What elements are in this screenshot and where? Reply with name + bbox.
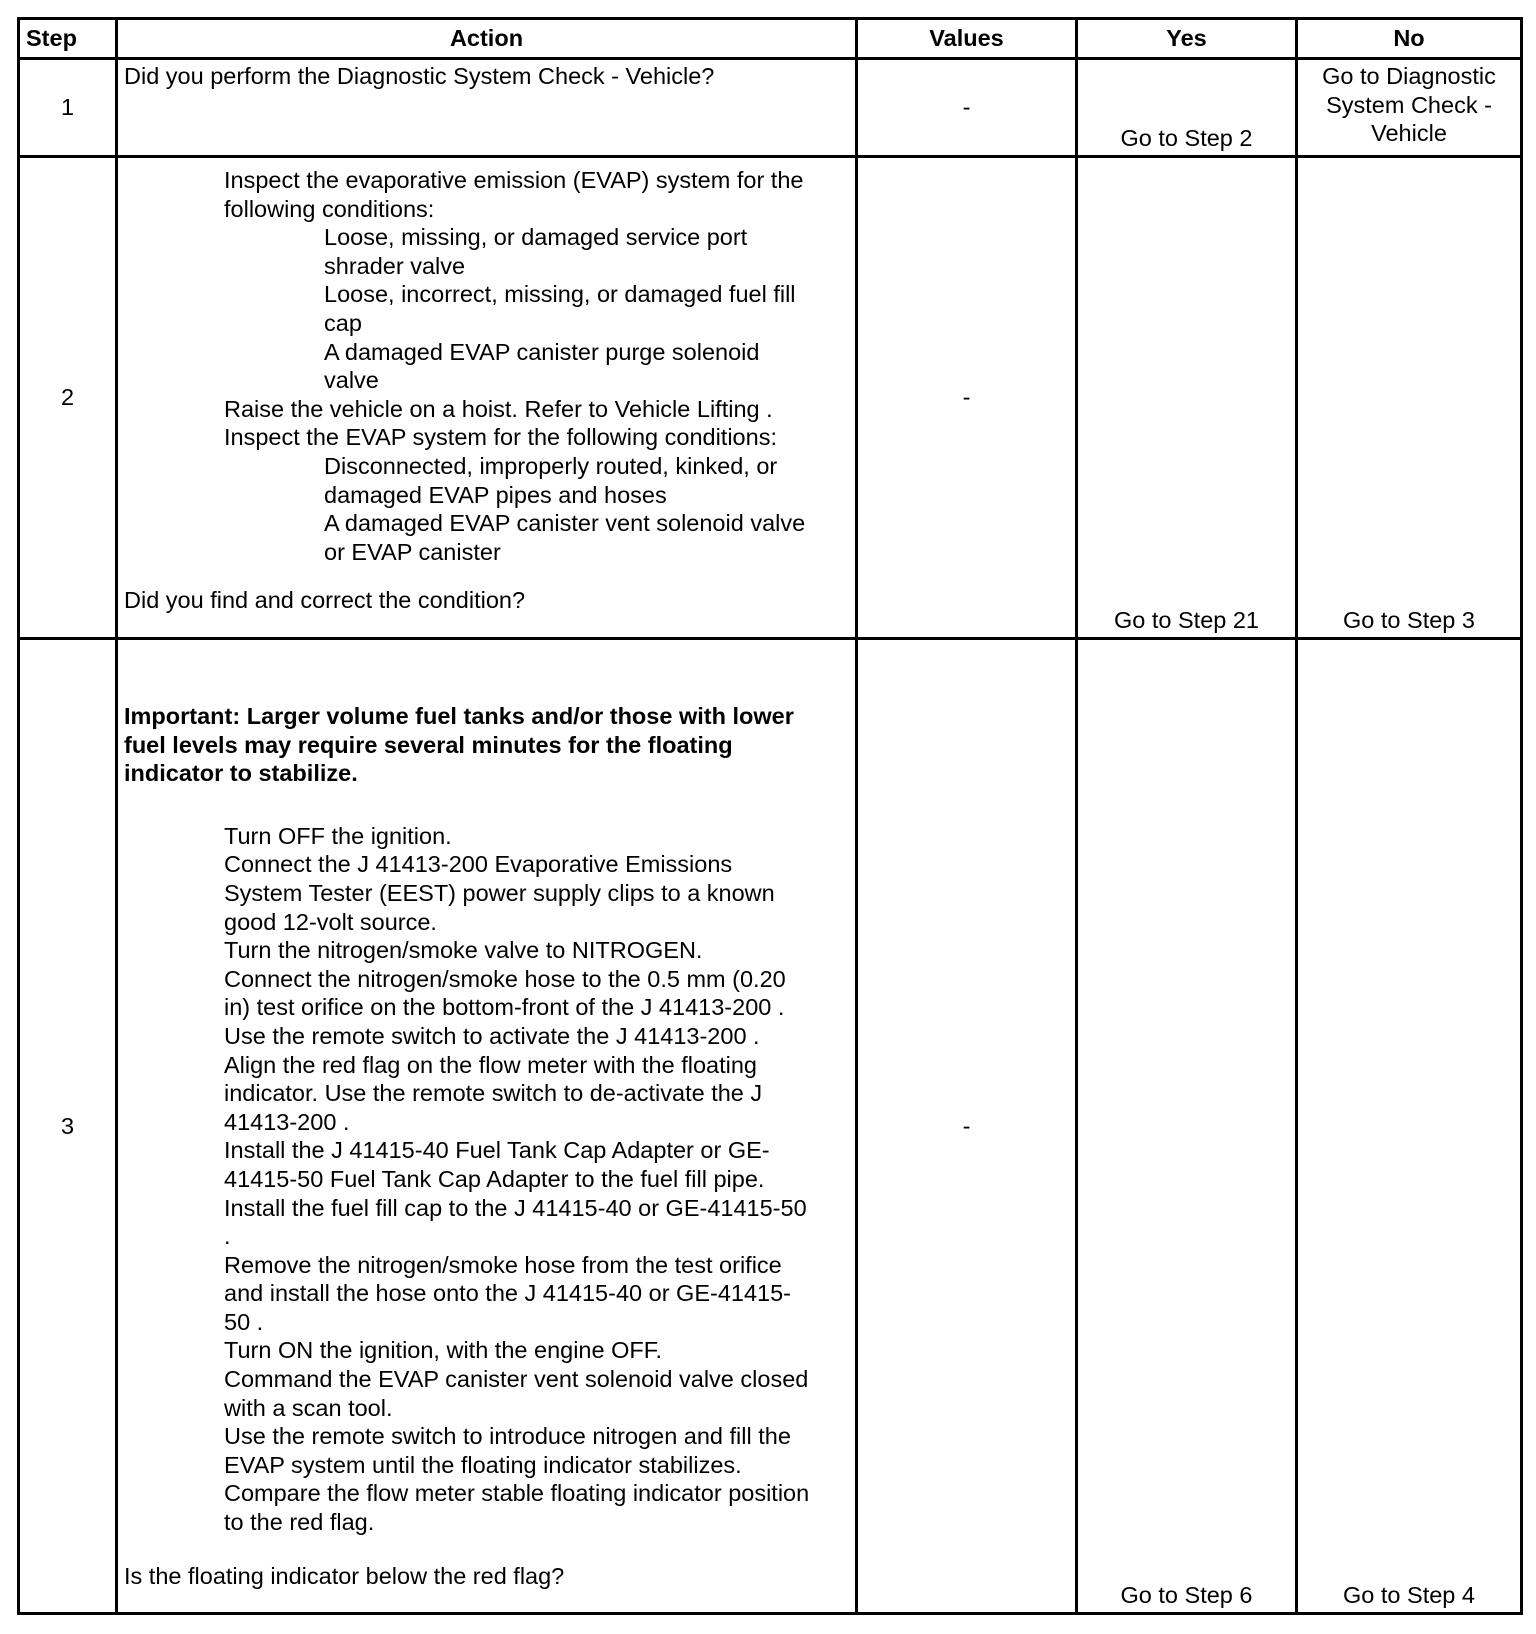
action-line: . — [224, 1223, 231, 1250]
action-line: following conditions: — [224, 195, 435, 222]
value-cell: - — [857, 157, 1077, 639]
step-number: 3 — [19, 639, 117, 1614]
no-line: Go to Diagnostic — [1322, 63, 1496, 89]
important-note — [124, 702, 847, 788]
action-line: A damaged EVAP canister vent solenoid valve — [324, 510, 806, 537]
header-yes: Yes — [1077, 19, 1297, 59]
action-line: Command the EVAP canister vent solenoid valve closed — [224, 1366, 809, 1393]
action-line: System Tester (EEST) power supply clips to a known — [224, 879, 775, 906]
action-question: Did you perform the Diagnostic System Check - Vehicle? — [124, 63, 715, 89]
action-line: Inspect the evaporative emission (EVAP) system for the — [224, 167, 804, 193]
action-line: 41415-50 Fuel Tank Cap Adapter to the fuel fill pipe. — [224, 1165, 765, 1192]
action-line: 50 . — [224, 1308, 264, 1335]
action-line: Connect the nitrogen/smoke hose to the 0.5 mm (0.20 — [224, 965, 786, 992]
action-line: shrader valve — [324, 252, 466, 279]
action-lines — [124, 166, 847, 586]
header-action: Action — [117, 19, 857, 59]
action-line: Turn OFF the ignition. — [224, 822, 452, 849]
action-question: Did you find and correct the condition? — [124, 587, 526, 613]
action-cell — [117, 639, 857, 1614]
important-line: indicator to stabilize. — [124, 760, 358, 787]
action-line: to the red flag. — [224, 1509, 375, 1536]
action-line: Turn ON the ignition, with the engine OFF. — [224, 1337, 663, 1364]
no-cell: Go to Step 4 — [1297, 639, 1522, 1614]
action-line: Compare the flow meter stable floating indicator position — [224, 1480, 810, 1507]
action-line: Use the remote switch to introduce nitrogen and fill the — [224, 1423, 791, 1450]
value-cell: - — [857, 639, 1077, 1614]
no-line: System Check - — [1326, 91, 1492, 118]
important-line: fuel levels may require several minutes for the floating — [124, 731, 733, 758]
value-cell: - — [857, 59, 1077, 157]
action-line: and install the hose onto the J 41415-40 or GE-41415- — [224, 1280, 791, 1307]
yes-cell: Go to Step 21 — [1077, 157, 1297, 639]
action-line: damaged EVAP pipes and hoses — [324, 481, 667, 508]
action-line: in) test orifice on the bottom-front of the J 41413-200 . — [224, 994, 785, 1021]
action-line: Connect the J 41413-200 Evaporative Emissions — [224, 851, 733, 878]
no-cell: Go to Step 3 — [1297, 157, 1522, 639]
action-line: Use the remote switch to activate the J 41413-200 . — [224, 1022, 760, 1049]
action-line: Disconnected, improperly routed, kinked, or — [324, 452, 778, 479]
diagnostic-table — [17, 17, 1523, 1615]
action-line: EVAP system until the floating indicator stabilizes. — [224, 1451, 742, 1478]
action-line: Raise the vehicle on a hoist. Refer to Vehicle Lifting . — [224, 395, 773, 422]
header-no: No — [1297, 19, 1522, 59]
action-line: indicator. Use the remote switch to de-activate the J — [224, 1080, 763, 1107]
action-cell — [117, 157, 857, 639]
header-row — [19, 19, 1522, 59]
action-line: Loose, incorrect, missing, or damaged fuel fill — [324, 281, 796, 308]
action-line: or EVAP canister — [324, 538, 501, 565]
action-line: good 12-volt source. — [224, 908, 437, 935]
action-line: Turn the nitrogen/smoke valve to NITROGEN. — [224, 937, 703, 964]
action-line: valve — [324, 367, 379, 394]
action-line: 41413-200 . — [224, 1108, 350, 1135]
table-row — [19, 157, 1522, 639]
header-values: Values — [857, 19, 1077, 59]
action-line: A damaged EVAP canister purge solenoid — [324, 338, 760, 365]
table-row — [19, 639, 1522, 1614]
table-row — [19, 59, 1522, 157]
no-cell — [1297, 59, 1522, 157]
action-line: Install the J 41415-40 Fuel Tank Cap Adapter or GE- — [224, 1137, 770, 1164]
important-line: Important: Larger volume fuel tanks and/or those with lower — [124, 703, 794, 729]
yes-cell: Go to Step 6 — [1077, 639, 1297, 1614]
action-line: Inspect the EVAP system for the following conditions: — [224, 424, 777, 451]
action-line: Loose, missing, or damaged service port — [324, 224, 748, 251]
step-number: 1 — [19, 59, 117, 157]
action-line: with a scan tool. — [224, 1394, 393, 1421]
action-cell — [117, 59, 857, 157]
action-question: Is the floating indicator below the red flag? — [124, 1562, 565, 1589]
action-line: cap — [324, 309, 362, 336]
no-line: Vehicle — [1371, 120, 1447, 147]
step-number: 2 — [19, 157, 117, 639]
action-line: Remove the nitrogen/smoke hose from the test orifice — [224, 1251, 782, 1278]
yes-cell: Go to Step 2 — [1077, 59, 1297, 157]
action-line: Align the red flag on the flow meter with the floating — [224, 1051, 757, 1078]
header-step: Step — [19, 19, 117, 59]
action-line: Install the fuel fill cap to the J 41415-40 or GE-41415-50 — [224, 1194, 807, 1221]
action-lines — [124, 822, 847, 1562]
